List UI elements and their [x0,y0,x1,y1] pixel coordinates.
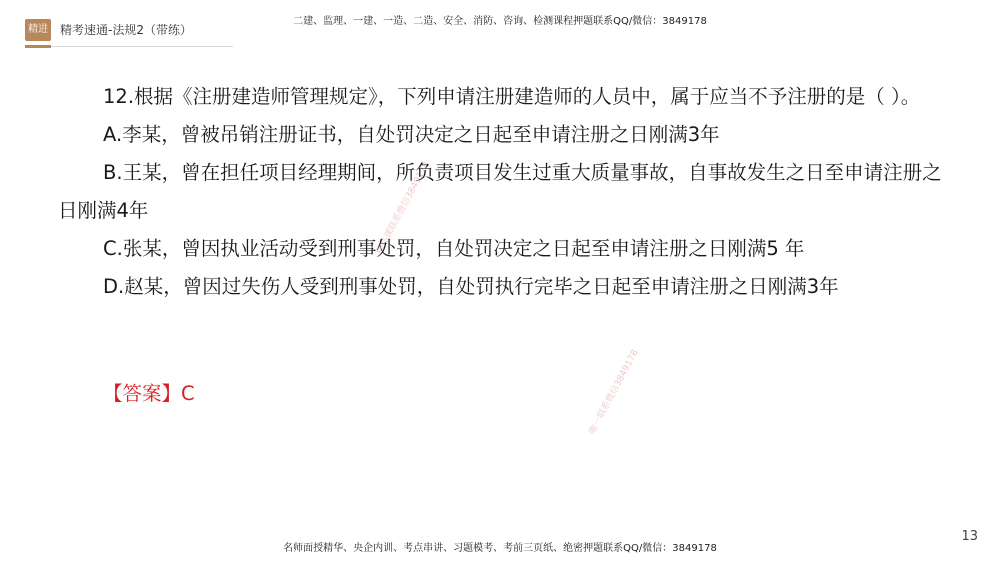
top-banner: 二建、监理、一建、一造、二造、安全、消防、咨询、检测课程押题联系QQ/微信：3849178 [293,16,707,27]
option-b: B.王某，曾在担任项目经理期间，所负责项目发生过重大质量事故，自事故发生之日至申请注册之日刚满4年 [58,161,942,222]
question-block [58,78,958,306]
header-divider-accent [25,45,51,48]
watermark: 精品课联系微信3849178 [374,160,432,257]
course-title: 精考速通-法规2（带练） [60,23,192,37]
header-divider [25,46,233,47]
page-number: 13 [961,529,978,544]
bottom-banner: 名师面授精华、央企内训、考点串讲、习题模考、考前三页纸、绝密押题联系QQ/微信：3849178 [283,543,717,554]
logo-badge: 精进 [25,19,51,41]
option-c: C.张某，曾因执业活动受到刑事处罚，自处罚决定之日起至申请注册之日刚满5 年 [103,237,805,260]
option-d: D.赵某，曾因过失伤人受到刑事处罚，自处罚执行完毕之日起至申请注册之日刚满3年 [103,275,839,298]
option-a: A.李某，曾被吊销注册证书，自处罚决定之日起至申请注册之日刚满3年 [103,123,720,146]
answer-label: 【答案】C [103,382,195,405]
watermark: 唯一联系微信3849178 [587,348,641,437]
question-stem: 12.根据《注册建造师管理规定》，下列申请注册建造师的人员中，属于应当不予注册的是（ ）。 [103,85,921,108]
